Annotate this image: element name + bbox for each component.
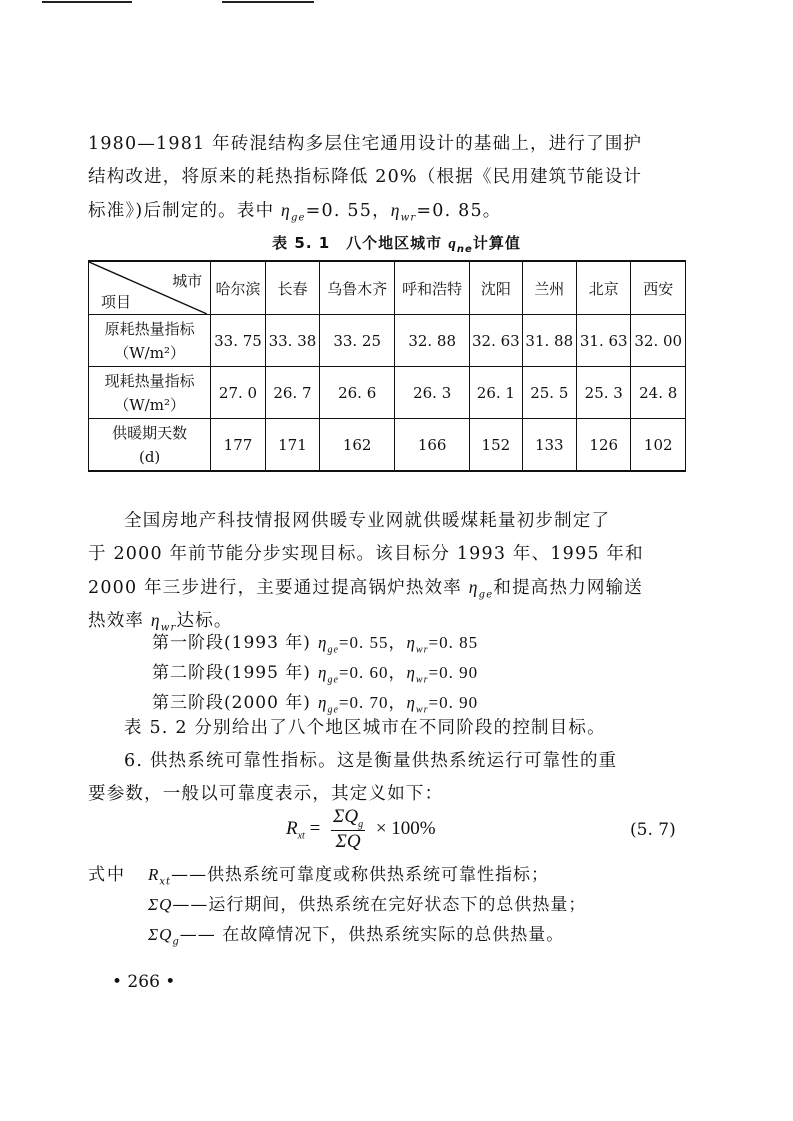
column-header: 西安	[631, 261, 686, 315]
text-line	[88, 194, 693, 235]
paragraph-reliability-line1: 6. 供热系统可靠性指标。这是衡量供热系统运行可靠性的重	[124, 751, 618, 771]
subscript: wr	[415, 704, 429, 716]
table-cell: 171	[265, 419, 319, 472]
row-label: 现耗热量指标	[104, 371, 195, 390]
table-cell: 25. 3	[577, 367, 631, 419]
value: =0. 85	[428, 633, 479, 652]
value: =0. 90	[428, 663, 479, 682]
table-cell: 25. 5	[522, 367, 576, 419]
table-cell: 26. 7	[265, 367, 319, 419]
numerator	[331, 806, 365, 831]
equation-number: (5. 7)	[630, 820, 676, 840]
table-cell: 166	[395, 419, 470, 472]
reliability-formula	[286, 806, 436, 853]
corner-label-item: 项目	[101, 293, 132, 311]
definition-item	[148, 920, 564, 947]
data-table	[88, 260, 686, 472]
caption-text: 表 5. 1 八个地区城市	[272, 234, 449, 252]
row-label: 供暖期天数	[112, 423, 188, 442]
subscript: wr	[415, 644, 429, 656]
text: =0. 85。	[416, 201, 502, 221]
column-header: 乌鲁木齐	[320, 261, 395, 315]
stage-label: 第二阶段(1995 年)	[152, 663, 311, 683]
eta-symbol: η	[468, 577, 479, 597]
table-cell: 26. 6	[320, 367, 395, 419]
row-label: 原耗热量指标	[104, 319, 195, 338]
definition-text: ——供热系统可靠度或称供热系统可靠性指标；	[171, 865, 550, 885]
row-unit: （W/m²）	[114, 343, 185, 362]
paragraph-table-ref: 表 5. 2 分别给出了八个地区城市在不同阶段的控制目标。	[124, 718, 606, 738]
text: 达标。	[176, 611, 233, 631]
corner-label-city: 城市	[172, 272, 203, 290]
table-cell: 126	[577, 419, 631, 472]
table-cell: 33. 75	[211, 315, 265, 367]
eta-symbol: η	[281, 200, 291, 220]
column-header: 长春	[265, 261, 319, 315]
subscript: xt	[159, 876, 172, 888]
page-number: • 266 •	[112, 972, 176, 992]
table-cell: 31. 63	[577, 315, 631, 367]
table-header-row	[89, 261, 686, 315]
eta-symbol: η	[406, 693, 416, 712]
caption-text: 计算值	[472, 234, 521, 252]
column-header: 哈尔滨	[211, 261, 265, 315]
stage-values	[318, 658, 478, 685]
subscript: ge	[327, 704, 339, 716]
column-header: 北京	[577, 261, 631, 315]
table-cell: 32. 00	[631, 315, 686, 367]
subscript: xt	[297, 830, 305, 842]
eta-symbol: η	[390, 200, 401, 220]
table-cell: 31. 88	[522, 315, 576, 367]
subscript: wr	[400, 212, 417, 224]
table-cell: 27. 0	[211, 367, 265, 419]
header-rule-right	[222, 1, 314, 3]
row-unit: (d)	[138, 447, 161, 466]
stage-item	[152, 688, 479, 716]
subscript: g	[358, 818, 364, 830]
table-cell: 133	[522, 419, 576, 472]
table-row	[89, 367, 686, 419]
text-line: 全国房地产科技情报网供暖专业网就供暖煤耗量初步制定了	[124, 511, 611, 531]
stage-item	[152, 658, 479, 686]
definition-item	[148, 860, 549, 887]
text: 标准》)后制定的。表中	[88, 201, 282, 221]
definition-item	[148, 890, 586, 917]
eta-symbol: η	[406, 633, 416, 652]
value: =0. 90	[428, 693, 479, 712]
text: 和提高热力网输送	[493, 578, 643, 598]
definitions-label: 式中	[88, 865, 126, 885]
column-header: 呼和浩特	[395, 261, 470, 315]
table-cell: 24. 8	[631, 367, 686, 419]
table-cell: 32. 63	[470, 315, 522, 367]
row-header	[89, 419, 211, 472]
formula-multiplier: × 100%	[371, 817, 436, 839]
table-cell: 33. 25	[320, 315, 395, 367]
table-caption	[0, 232, 793, 255]
eta-symbol: η	[318, 693, 328, 712]
subscript: wr	[160, 622, 177, 634]
definition-text: ——运行期间，供热系统在完好状态下的总供热量；	[172, 895, 587, 915]
text-line: 1980—1981 年砖混结构多层住宅通用设计的基础上，进行了围护	[88, 134, 643, 154]
table-cell: 33. 38	[265, 315, 319, 367]
denominator: ΣQ	[335, 830, 361, 852]
stage-label: 第三阶段(2000 年)	[152, 693, 311, 713]
paragraph-reliability-line2: 要参数，一般以可靠度表示，其定义如下：	[88, 784, 444, 804]
text-line: 结构改进，将原来的耗热指标降低 20%（根据《民用建筑节能设计	[88, 167, 643, 187]
symbol: ΣQ	[148, 925, 173, 944]
table-row	[89, 315, 686, 367]
text: =0. 55，	[305, 201, 391, 221]
eta-symbol: η	[318, 633, 328, 652]
table-cell: 26. 3	[395, 367, 470, 419]
q-symbol: q	[448, 236, 457, 252]
column-header: 沈阳	[470, 261, 522, 315]
table-cell: 162	[320, 419, 395, 472]
subscript: ne	[456, 244, 473, 255]
eta-symbol: η	[150, 610, 161, 630]
fraction	[331, 806, 365, 853]
text-line: 于 2000 年前节能分步实现目标。该目标分 1993 年、1995 年和	[88, 544, 644, 564]
equals-sign: =	[304, 817, 326, 839]
text: 热效率	[88, 611, 151, 631]
table-cell: 26. 1	[470, 367, 522, 419]
eta-symbol: η	[406, 663, 416, 682]
formula-symbol: R	[286, 817, 298, 839]
value: =0. 70，	[338, 693, 407, 712]
row-header	[89, 367, 211, 419]
subscript: g	[172, 936, 180, 948]
header-rule-left	[42, 1, 132, 3]
subscript: wr	[415, 674, 429, 686]
symbol: R	[148, 865, 160, 884]
stage-values	[318, 628, 478, 655]
numerator-text: ΣQ	[333, 806, 359, 827]
table-cell: 177	[211, 419, 265, 472]
subscript: ge	[478, 589, 494, 601]
definition-text: —— 在故障情况下，供热系统实际的总供热量。	[179, 925, 565, 945]
text: 2000 年三步进行，主要通过提高锅炉热效率	[88, 578, 469, 598]
table-cell: 152	[470, 419, 522, 472]
subscript: ge	[327, 674, 339, 686]
eta-symbol: η	[318, 663, 328, 682]
stage-label: 第一阶段(1993 年)	[152, 633, 311, 653]
symbol: ΣQ	[148, 895, 173, 914]
row-header	[89, 315, 211, 367]
table-row	[89, 419, 686, 472]
row-unit: （W/m²）	[114, 395, 185, 414]
value: =0. 60，	[338, 663, 407, 682]
table-cell: 102	[631, 419, 686, 472]
subscript: ge	[290, 212, 306, 224]
corner-header-cell	[89, 261, 211, 315]
column-header: 兰州	[522, 261, 576, 315]
value: =0. 55，	[338, 633, 407, 652]
table-cell: 32. 88	[395, 315, 470, 367]
stage-item	[152, 628, 479, 656]
subscript: ge	[327, 644, 339, 656]
